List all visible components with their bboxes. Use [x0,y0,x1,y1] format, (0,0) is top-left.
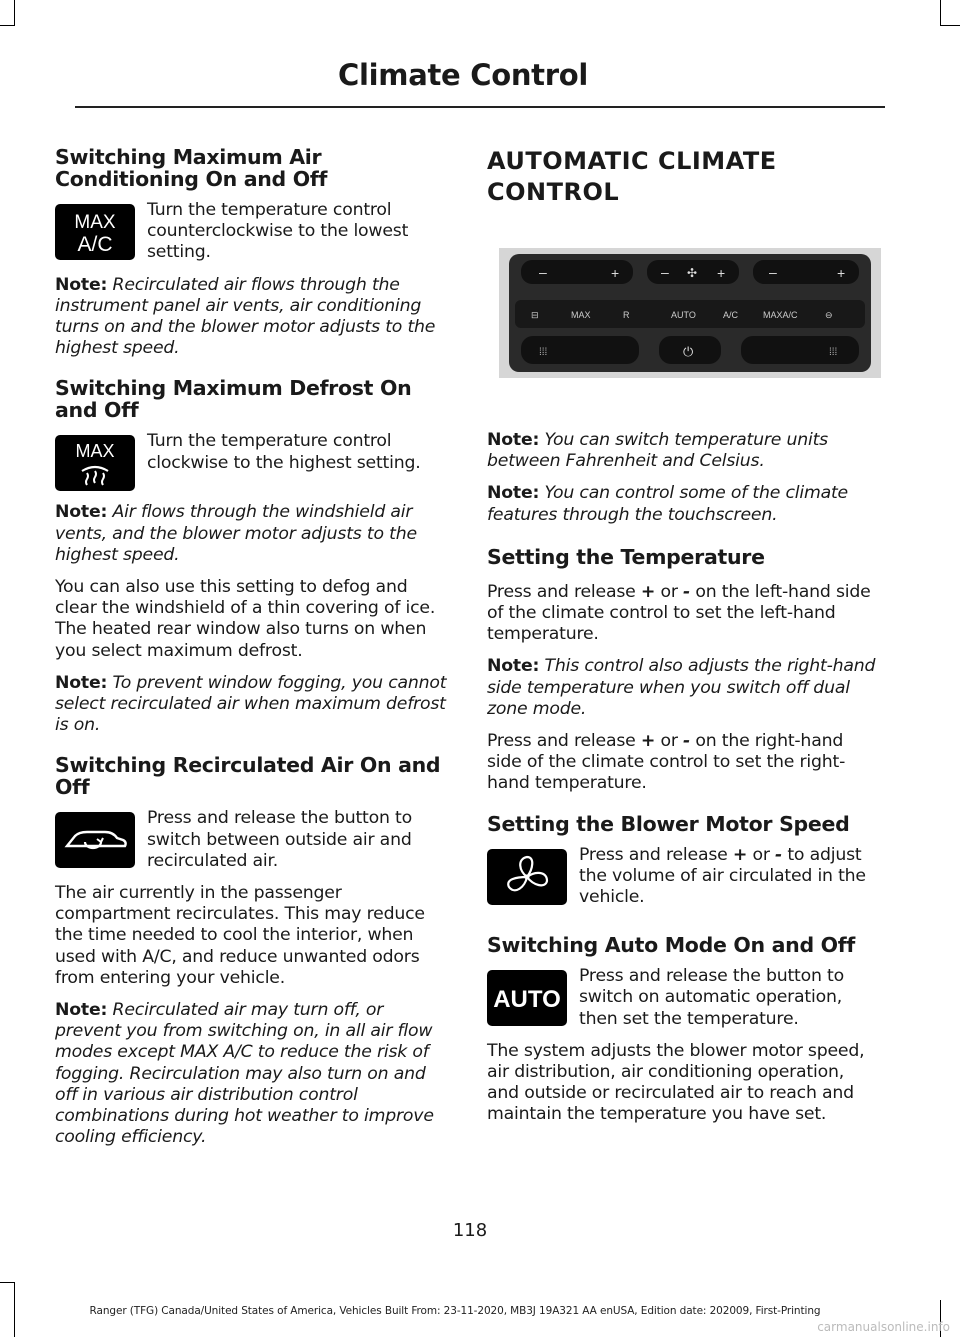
svg-text:⏻: ⏻ [683,345,694,360]
recirc-body: The air currently in the passenger compartment recirculates. This may reduce the time needed to cool the interior, when used with A/C, and reduce unwanted odors from entering your vehicle. [55,883,425,988]
recirc-instruction: Press and release the button to switch between outside air and recirculated air. [147,808,412,871]
max-defrost-note [55,502,447,566]
max-ac-note [55,275,447,360]
svg-text:⁞⁞⁞: ⁞⁞⁞ [829,347,838,358]
crop-mark [0,25,15,26]
svg-text:+: + [611,265,620,281]
note-label: Note: [55,274,108,295]
svg-text:✣: ✣ [687,266,698,280]
crop-mark [940,25,960,26]
crop-mark [0,1282,15,1283]
max-ac-icon-bottom: A/C [77,233,113,256]
crop-mark [14,0,15,26]
watermark: carmanualsonline.info [817,1320,950,1334]
auto-row [487,966,879,1030]
auto-heading: Switching Auto Mode On and Off [487,933,856,958]
panel-btn-maxac: MAXA/C [763,310,798,320]
max-defrost-heading: Switching Maximum Defrost On and Off [55,376,412,423]
max-defrost-row [55,431,447,491]
svg-text:+: + [837,265,846,281]
footer-text: Ranger (TFG) Canada/United States of America, Vehicles Built From: 23-11-2020, MB3J 19A321 AA enUSA, Edition date: 202009, First-Printing [89,1305,821,1317]
auto-icon [487,970,567,1026]
max-ac-heading: Switching Maximum Air Conditioning On and Off [55,145,328,191]
note-text: To prevent window fogging, you cannot select recirculated air when maximum defrost is on. [55,672,447,736]
max-ac-icon [55,204,135,260]
panel-btn-ac: A/C [723,310,739,320]
page-title: Climate Control [338,58,588,92]
max-defrost-icon-top: MAX [75,441,115,462]
svg-text:–: – [661,264,669,280]
svg-text:⊖: ⊖ [825,310,833,320]
temperature-heading: Setting the Temperature [487,544,765,569]
blower-heading: Setting the Blower Motor Speed [487,811,850,836]
auto-body: The system adjusts the blower motor speed, air distribution, air conditioning operation, and outside or recirculated air to reach and maintain the temperature you have set. [487,1040,865,1125]
note-label: Note: [487,430,540,450]
temperature-left-text: Press and release + or - on the left-hand side of the climate control to set the left-hand temperature. [487,581,871,645]
note-text: You can control some of the climate features through the touchscreen. [487,483,848,525]
auto-instruction: Press and release the button to switch on automatic operation, then set the temperature. [579,966,844,1029]
note-text: Recirculated air may turn off, or prevent you from switching on, in all air flow modes except MAX A/C to reduce the risk of fogging. Recirculation may also turn on and off in various air distribution control combinations during hot weather to improve cooling efficiency. [55,1000,434,1148]
section-heading: AUTOMATIC CLIMATE CONTROL [487,147,777,206]
note-label: Note: [55,1000,108,1021]
max-ac-instruction: Turn the temperature control counterclockwise to the lowest setting. [147,200,409,263]
recirc-car-icon [55,812,135,868]
note-text: Recirculated air flows through the instrument panel air vents, air conditioning turns on and the blower motor adjusts to the highest speed. [55,274,436,359]
panel-btn-auto: AUTO [671,310,696,320]
units-note [487,430,879,472]
recirc-note [55,1000,447,1148]
temperature-note [487,656,879,720]
note-label: Note: [487,656,540,677]
recirc-heading: Switching Recirculated Air On and Off [55,753,441,800]
right-column [487,146,879,1137]
auto-icon-text: AUTO [493,986,561,1014]
max-ac-row [55,200,447,264]
header-divider [75,106,885,108]
note-label: Note: [55,502,108,523]
note-label: Note: [487,483,540,504]
max-defrost-instruction: Turn the temperature control clockwise to the highest setting. [147,431,421,473]
recirc-row [55,808,447,872]
crop-mark [940,0,941,26]
svg-text:–: – [539,264,547,280]
max-defrost-icon [55,435,135,491]
blower-text: Press and release + or - to adjust the volume of air circulated in the vehicle. [579,844,866,908]
panel-btn-max: MAX [571,310,591,320]
page-number: 118 [452,1220,488,1241]
svg-text:⊟: ⊟ [531,310,539,320]
note-label: Note: [55,672,108,693]
svg-text:⁞⁞⁞: ⁞⁞⁞ [539,347,548,358]
climate-panel-image [499,248,881,378]
touchscreen-note [487,483,879,525]
left-column [55,146,447,1160]
svg-text:+: + [717,265,726,281]
note-text: This control also adjusts the right-hand side temperature when you switch off dual zone mode. [487,656,876,719]
note-text: You can switch temperature units between Fahrenheit and Celsius. [487,430,828,472]
panel-btn-r: R [623,310,630,320]
blower-row [487,844,879,909]
fan-icon [487,849,567,905]
note-text: Air flows through the windshield air vents, and the blower motor adjusts to the highest speed. [55,502,417,565]
max-ac-icon-top: MAX [74,212,116,233]
max-defrost-body: You can also use this setting to defog and clear the windshield of a thin covering of ice. The heated rear window also turns on when you select maximum defrost. [55,577,436,661]
max-defrost-note2 [55,673,447,737]
temperature-right-text: Press and release + or - on the right-hand side of the climate control to set the right-hand temperature. [487,731,846,794]
svg-text:–: – [769,264,777,280]
